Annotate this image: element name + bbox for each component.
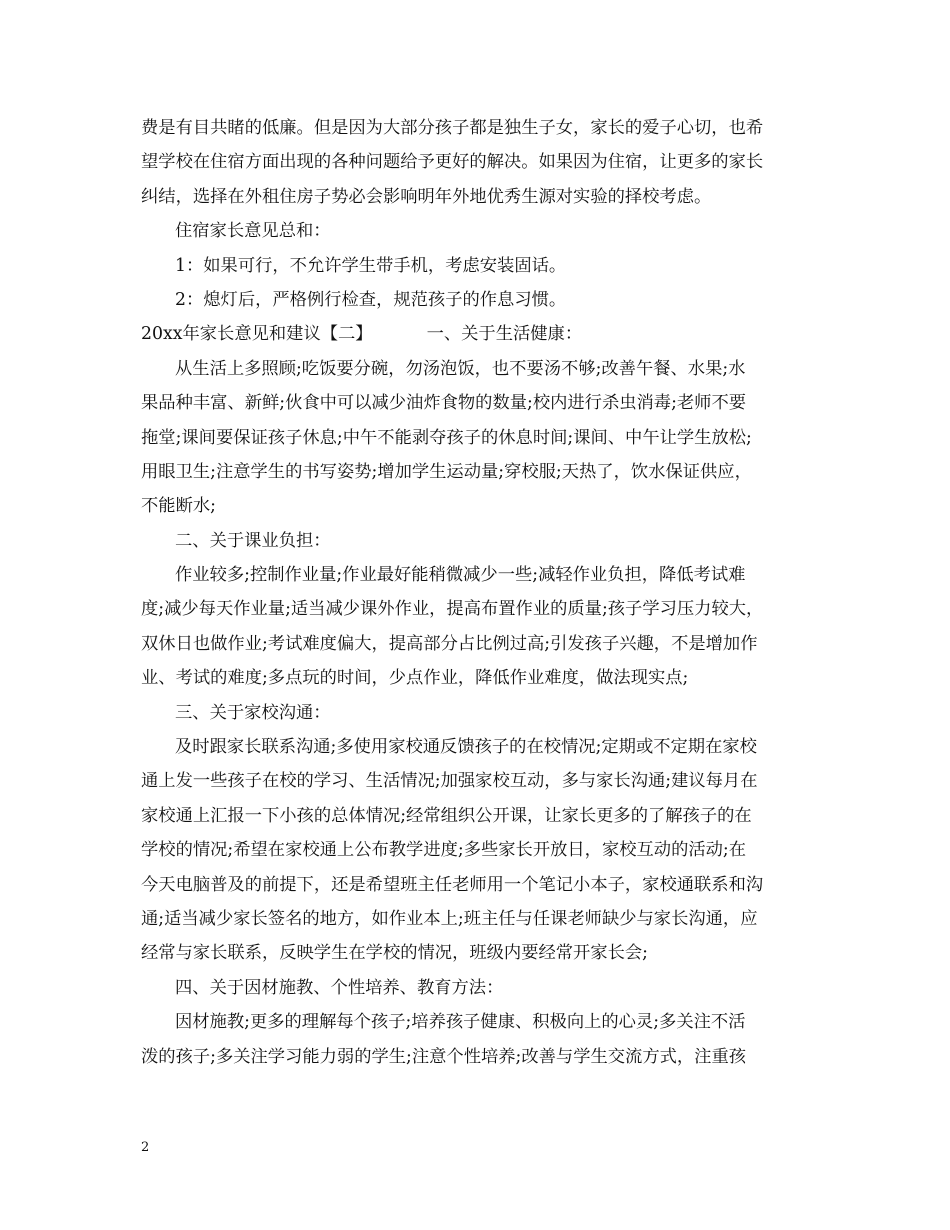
section-heading-homework: 二、关于课业负担： bbox=[175, 530, 331, 551]
body-line: 家校通上汇报一下小孩的总体情况;经常组织公开课，让家长更多的了解孩子的在 bbox=[141, 805, 752, 826]
body-line: 拖堂;课间要保证孩子休息;中午不能剥夺孩子的休息时间;课间、中午让学生放松; bbox=[141, 427, 752, 448]
list-item: 2：熄灯后，严格例行检查，规范孩子的作息习惯。 bbox=[175, 289, 567, 310]
body-line: 不能断水; bbox=[141, 496, 216, 517]
body-line: 度;减少每天作业量;适当减少课外作业，提高布置作业的质量;孩子学习压力较大， bbox=[141, 599, 764, 620]
body-line: 望学校在住宿方面出现的各种问题给予更好的解决。如果因为住宿，让更多的家长 bbox=[141, 152, 764, 173]
body-line: 用眼卫生;注意学生的书写姿势;增加学生运动量;穿校服;天热了，饮水保证供应， bbox=[141, 461, 752, 482]
body-line: 从生活上多照顾;吃饭要分碗，勿汤泡饭，也不要汤不够;改善午餐、水果;水 bbox=[175, 358, 746, 379]
body-line: 业、考试的难度;多点玩的时间，少点作业，降低作业难度，做法现实点; bbox=[141, 668, 689, 689]
list-item: 1：如果可行，不允许学生带手机，考虑安装固话。 bbox=[175, 255, 567, 276]
body-line: 双休日也做作业;考试难度偏大，提高部分占比例过高;引发孩子兴趣，不是增加作 bbox=[141, 633, 758, 654]
body-line: 及时跟家长联系沟通;多使用家校通反馈孩子的在校情况;定期或不定期在家校 bbox=[175, 737, 757, 758]
document-heading-line bbox=[141, 317, 821, 351]
body-line: 经常与家长联系，反映学生在学校的情况，班级内要经常开家长会; bbox=[141, 943, 648, 964]
section-heading-teaching-methods: 四、关于因材施教、个性培养、教育方法： bbox=[175, 977, 504, 998]
body-line: 果品种丰富、新鲜;伙食中可以减少油炸食物的数量;校内进行杀虫消毒;老师不要 bbox=[141, 393, 747, 414]
document-heading: 20xx年家长意见和建议【二】 bbox=[141, 324, 373, 345]
page-number: 2 bbox=[141, 1140, 150, 1155]
section-heading-health: 一、关于生活健康： bbox=[426, 324, 583, 345]
section-heading-dormitory-summary: 住宿家长意见总和： bbox=[175, 221, 331, 242]
body-line: 通;适当减少家长签名的地方，如作业本上;班主任与任课老师缺少与家长沟通，应 bbox=[141, 908, 758, 929]
body-line: 泼的孩子;多关注学习能力弱的学生;注意个性培养;改善与学生交流方式，注重孩 bbox=[141, 1046, 747, 1067]
body-line: 纠结，选择在外租住房子势必会影响明年外地优秀生源对实验的择校考虑。 bbox=[141, 186, 712, 207]
body-line: 今天电脑普及的前提下，还是希望班主任老师用一个笔记小本子，家校通联系和沟 bbox=[141, 874, 764, 895]
document-body bbox=[141, 111, 821, 1074]
body-line: 因材施教;更多的理解每个孩子;培养孩子健康、积极向上的心灵;多关注不活 bbox=[175, 1012, 746, 1033]
body-line: 通上发一些孩子在校的学习、生活情况;加强家校互动，多与家长沟通;建议每月在 bbox=[141, 771, 758, 792]
body-line: 费是有目共睹的低廉。但是因为大部分孩子都是独生子女，家长的爱子心切，也希 bbox=[141, 118, 764, 138]
body-line: 学校的情况;希望在家校通上公布教学进度;多些家长开放日，家校互动的活动;在 bbox=[141, 840, 747, 861]
section-heading-communication: 三、关于家校沟通： bbox=[175, 702, 331, 723]
body-line: 作业较多;控制作业量;作业最好能稍微减少一些;减轻作业负担，降低考试难 bbox=[175, 565, 746, 586]
